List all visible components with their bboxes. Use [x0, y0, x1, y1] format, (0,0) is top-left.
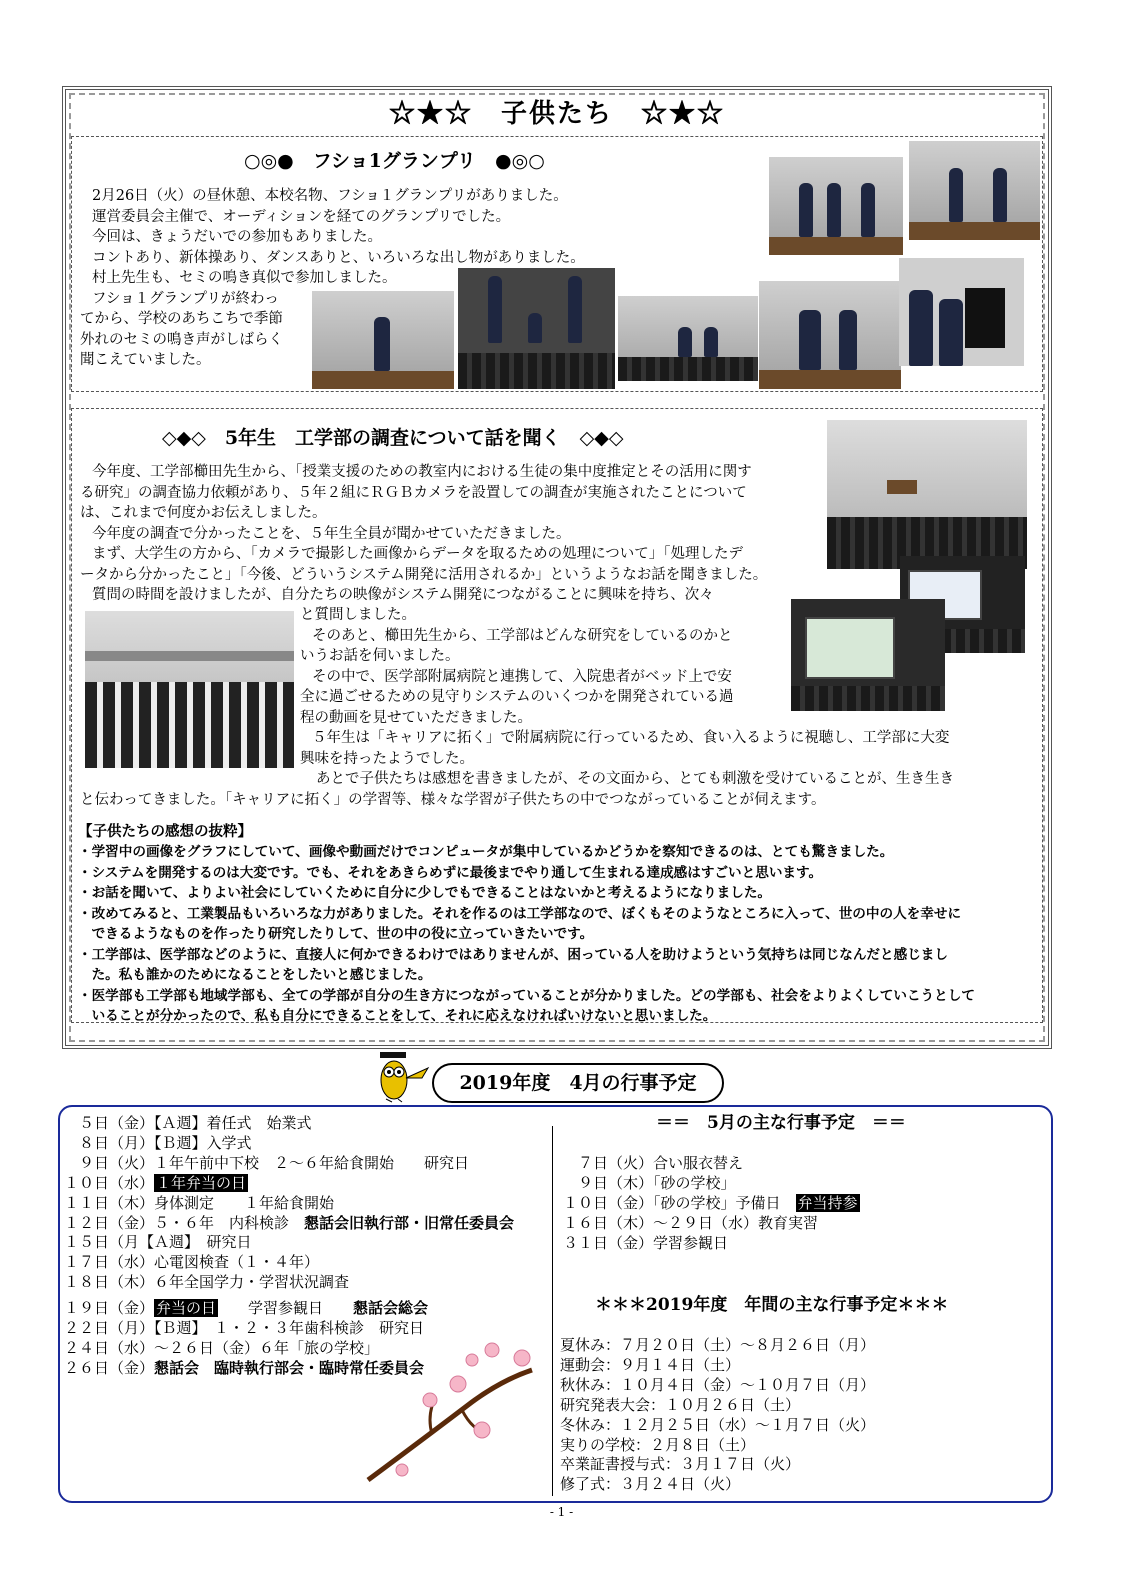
- schedule-row-text: ９日（木）「砂の学校」: [563, 1173, 736, 1192]
- photo-classroom: [85, 611, 294, 768]
- schedule-row-text: ２４日（水）～２６日（金）６年「旅の学校」: [64, 1338, 380, 1357]
- schedule-row-text: １２日（金）５・６年 内科検診: [64, 1213, 305, 1232]
- schedule-row: [64, 1233, 514, 1253]
- schedule-row: [563, 1234, 860, 1254]
- schedule-row: [64, 1154, 514, 1174]
- text-line: 質問の時間を設けましたが、自分たちの映像がシステム開発につながることに興味を持ち、次々: [92, 587, 714, 603]
- text-line: ータから分かったこと」「今後、どういうシステム開発に活用されるか」というようなお話を聞きました。: [80, 566, 768, 583]
- grandprix-heading: ○◎● フショ1グランプリ ●◎○: [244, 150, 545, 172]
- schedule-row-text: ５日（金）【Ａ週】着任式 始業式: [64, 1114, 312, 1132]
- photo-stage-students: [769, 157, 903, 255]
- list-item: た。私も誰かのためになることをしたいと感じました。: [78, 967, 432, 983]
- text-line: は、これまで何度かお伝えしました。: [80, 505, 327, 521]
- text-line: 今年度の調査で分かったことを、５年生全員が聞かせていただきました。: [92, 525, 571, 542]
- list-item: いることが分かったので、私も自分にできることをして、それに応えなければいけないと思いました。: [78, 1008, 717, 1024]
- photo-research-slide: [791, 599, 945, 711]
- engineering-text-top: [80, 462, 767, 606]
- schedule-row-bold: 懇話会旧執行部・旧常任委員会: [304, 1213, 515, 1232]
- list-item: ・改めてみると、工業製品もいろいろな力がありました。それを作るのは工学部なので、ぼくもそのようなところに入って、世の中の人を幸せに: [78, 905, 962, 922]
- text-line: 今年度、工学部櫛田先生から、「授業支援のための教室内における生徒の集中度推定とその活用に関す: [92, 464, 752, 480]
- schedule-row-text: ３１日（金）学習参観日: [563, 1233, 729, 1252]
- schedule-row-text: ７日（火）合い服衣替え: [563, 1154, 744, 1172]
- schedule-row: [64, 1194, 514, 1214]
- annual-schedule-title: ＊＊＊2019年度 年間の主な行事予定＊＊＊: [595, 1295, 949, 1315]
- text-line: コントあり、新体操あり、ダンスありと、いろいろな出し物がありました。: [92, 249, 585, 266]
- schedule-row-text: 学習参観日: [218, 1299, 354, 1318]
- schedule-row-text: １６日（木）～２９日（水）教育実習: [563, 1213, 819, 1232]
- schedule-row: [64, 1253, 514, 1273]
- schedule-row: [64, 1214, 514, 1234]
- schedule-divider: [552, 1126, 553, 1496]
- schedule-row: [64, 1299, 514, 1319]
- text-line: 運営委員会主催で、オーディションを経てのグランプリでした。: [92, 208, 511, 225]
- schedule-row: 卒業証書授与式：３月１７日（火）: [560, 1455, 801, 1474]
- schedule-row-text: １５日（月【Ａ週】 研究日: [64, 1233, 252, 1252]
- text-line: あとで子供たちは感想を書きましたが、その文面から、とても刺激を受けていることが、生き生き: [316, 771, 954, 787]
- schedule-row-bold: 懇話会総会: [353, 1299, 429, 1318]
- schedule-row: [563, 1194, 860, 1214]
- text-line: その中で、医学部附属病院と連携して、入院患者がベッド上で安: [312, 668, 732, 685]
- schedule-row: 冬休み：１２月２５日（水）～１月７日（火）: [560, 1415, 876, 1434]
- photo-cicada-act: [759, 281, 901, 389]
- list-item: できるようなものを作ったり研究したりして、世の中の役に立っていきたいです。: [78, 926, 594, 942]
- text-line: 程の動画を見せていただきました。: [300, 709, 532, 726]
- schedule-row-text: １８日（木）６年全国学力・学習状況調査: [64, 1273, 350, 1292]
- impressions-list: [78, 842, 975, 1027]
- cherry-blossom-branch-icon: [362, 1330, 542, 1490]
- schedule-row: [563, 1214, 860, 1234]
- schedule-row: 実りの学校：２月８日（土）: [560, 1435, 756, 1454]
- list-item: ・医学部も工学部も地域学部も、全ての学部が自分の生き方につながっていることが分かりました。どの学部も、社会をよりよくしていこうとして: [78, 987, 975, 1004]
- page-title: ☆★☆ 子供たち ☆★☆: [388, 99, 725, 129]
- schedule-row-text: ２６日（金）: [64, 1358, 155, 1377]
- schedule-row: [64, 1114, 514, 1134]
- text-line: そのあと、櫛田先生から、工学部はどんな研究をしているのかと: [312, 627, 733, 644]
- text-line: る研究」の調査協力依頼があり、５年２組にＲＧＢカメラを設置しての調査が実施されたことについて: [80, 484, 747, 501]
- schedule-row-text: １０日（金）「砂の学校」予備日: [563, 1193, 796, 1212]
- photo-lecture-hall: [827, 420, 1027, 569]
- schedule-row: [563, 1154, 860, 1174]
- photo-stage-duo: [909, 141, 1040, 240]
- may-schedule-title: ＝＝ 5月の主な行事予定 ＝＝: [656, 1113, 906, 1133]
- photo-skit: [618, 296, 758, 381]
- schedule-row: [64, 1134, 514, 1154]
- photo-teacher-performance: [312, 291, 454, 389]
- schedule-row-text: １１日（木）身体測定 １年給食開始: [64, 1193, 335, 1212]
- schedule-row-text: ８日（月）【Ｂ週】入学式: [64, 1133, 252, 1152]
- schedule-row: 研究発表大会：１０月２６日（土）: [560, 1395, 801, 1414]
- highlight-badge: 弁当持参: [797, 1193, 858, 1212]
- text-line: てから、学校のあちこちで季節: [80, 311, 283, 327]
- engineering-text-bottom: [80, 769, 954, 810]
- annual-schedule-list: [560, 1336, 875, 1495]
- schedule-row: 運動会：９月１４日（土）: [560, 1355, 741, 1374]
- schedule-row-text: １９日（金）: [64, 1299, 155, 1318]
- schedule-row-text: ２２日（月）【Ｂ週】 １・２・３年歯科検診 研究日: [64, 1319, 425, 1338]
- text-line: 聞こえていました。: [80, 352, 211, 368]
- schedule-row: 秋休み：１０月４日（金）～１０月７日（月）: [560, 1375, 876, 1394]
- text-line: と伝わってきました。「キャリアに拓く」の学習等、様々な学習が子供たちの中でつながっていることが伺えます。: [80, 791, 826, 808]
- impressions-heading: 【子供たちの感想の抜粋】: [78, 823, 252, 840]
- highlight-badge: 弁当の日: [156, 1299, 217, 1318]
- april-schedule-title: 2019年度 4月の行事予定: [432, 1063, 724, 1103]
- photo-dance: [458, 268, 615, 389]
- text-line: まず、大学生の方から、「カメラで撮影した画像からデータを取るための処理について」「処理したデ: [92, 546, 744, 562]
- list-item: ・システムを開発するのは大変です。でも、それをあきらめずに最後までやり通して生まれる達成感はすごいと思います。: [78, 864, 823, 881]
- list-item: ・お話を聞いて、よりよい社会にしていくために自分に少しでもできることはないかと考えるようになりました。: [78, 885, 772, 901]
- list-item: ・工学部は、医学部などのように、直接人に何かできるわけではありませんが、困っている人を助けようという気持ちは同じなんだと感じまし: [78, 946, 948, 963]
- text-line: フショ１グランプリが終わっ: [92, 290, 279, 307]
- text-line: 外れのセミの鳴き声がしばらく: [80, 331, 283, 348]
- text-line: いうお話を伺いました。: [300, 648, 460, 664]
- schedule-row: 修了式：３月２４日（火）: [560, 1475, 741, 1494]
- schedule-row: 夏休み：７月２０日（土）～８月２６日（月）: [560, 1336, 876, 1354]
- schedule-row: [64, 1273, 514, 1293]
- text-line: と質問しました。: [300, 607, 416, 623]
- photo-piano: [899, 258, 1024, 366]
- list-item: ・学習中の画像をグラフにしていて、画像や動画だけでコンピュータが集中しているかどうかを察知できるのは、とても驚きました。: [78, 844, 894, 860]
- text-line: 興味を持ったようでした。: [300, 750, 474, 767]
- text-line: ５年生は「キャリアに拓く」で附属病院に行っているため、食い入るように視聴し、工学部に大変: [312, 730, 950, 746]
- schedule-row-bold: 懇話会 臨時執行部会・臨時常任委員会: [154, 1358, 425, 1377]
- schedule-row: [563, 1174, 860, 1194]
- text-line: 今回は、きょうだいでの参加もありました。: [92, 229, 382, 245]
- schedule-row-text: １０日（水）: [64, 1173, 155, 1192]
- owl-mascot-icon: [372, 1050, 430, 1104]
- schedule-row: [64, 1174, 514, 1194]
- text-line: 2月26日（火）の昼休憩、本校名物、フショ１グランプリがありました。: [92, 188, 568, 204]
- text-line: 全に過ごせるための見守りシステムのいくつかを開発されている過: [300, 689, 734, 705]
- page-number: - 1 -: [549, 1505, 574, 1519]
- schedule-row-text: ９日（火）１年午前中下校 ２～６年給食開始 研究日: [64, 1153, 470, 1172]
- may-schedule-list: [563, 1154, 860, 1254]
- text-line: 村上先生も、セミの鳴き真似で参加しました。: [92, 270, 397, 286]
- schedule-row-text: １７日（水）心電図検査（１・４年）: [64, 1253, 320, 1272]
- engineering-heading: ◇◆◇ 5年生 工学部の調査について話を聞く ◇◆◇: [162, 427, 624, 449]
- highlight-badge: １年弁当の日: [156, 1173, 247, 1192]
